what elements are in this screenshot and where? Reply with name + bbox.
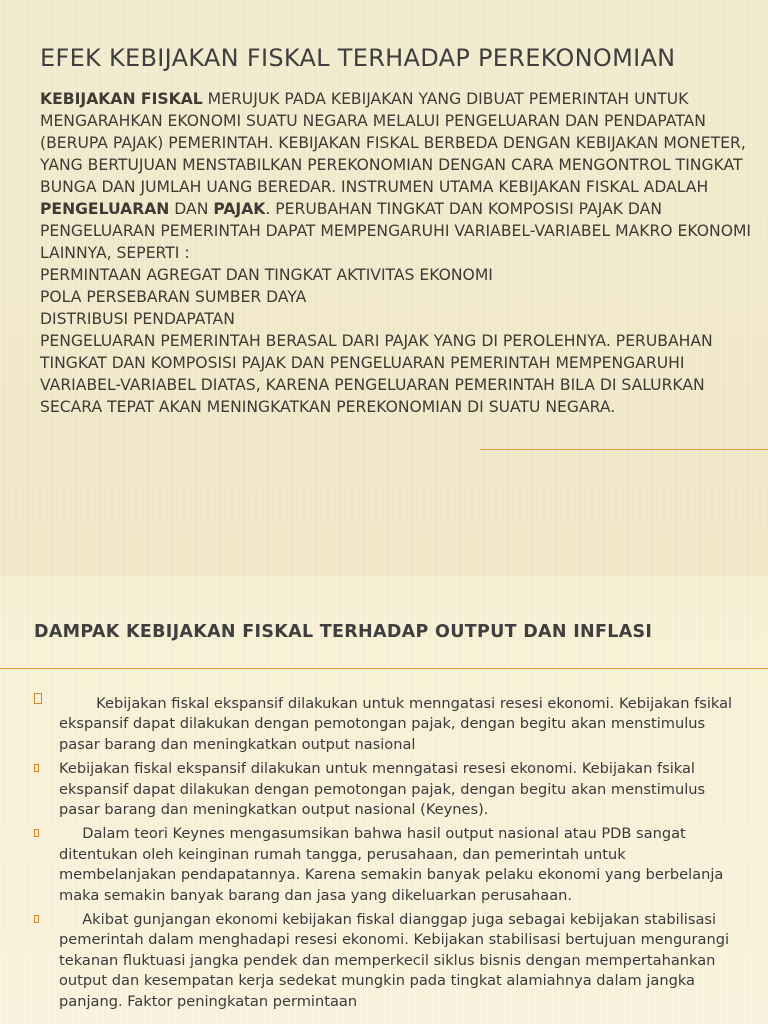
instrument-conjunction: DAN [169,200,214,218]
bullet-item [34,824,744,906]
bullet-icon [34,693,42,704]
intro-paragraph [40,88,755,264]
bullet-text: Kebijakan fiskal ekspansif dilakukan untuk menngatasi resesi ekonomi. Kebijakan fsikal ekspansif dapat dilakukan dengan pemotongan pajak, dengan begitu akan menstimulus pasar barang dan meningkatkan output nasional [59,695,737,753]
bullet-item [34,759,744,820]
bullet-text: Kebijakan fiskal ekspansif dilakukan untuk menngatasi resesi ekonomi. Kebijakan fsikal ekspansif dapat dilakukan dengan pemotongan pajak, dengan begitu akan menstimulus pasar barang dan meningkatkan output nasional (Keynes). [59,760,706,819]
list-item: POLA PERSEBARAN SUMBER DAYA [40,288,307,306]
slide-2-body [34,694,744,1016]
bullet-icon [34,764,39,772]
instrument-tax: PAJAK [213,200,266,218]
list-item: PERMINTAAN AGREGAT DAN TINGKAT AKTIVITAS EKONOMI [40,266,493,284]
intro-term: KEBIJAKAN FISKAL [40,90,203,108]
bullet-item [34,910,744,1012]
bullet-text: Dalam teori Keynes mengasumsikan bahwa hasil output nasional atau PDB sangat ditentukan oleh keinginan rumah tangga, perusahaan, dan pemerintah untuk membelanjakan pendapatannya. Karena semakin banyak pelaku ekonomi yang berbelanja maka semakin banyak barang dan jasa yang dikeluarkan perusahaan. [59,825,729,904]
bullet-text: Akibat gunjangan ekonomi kebijakan fiskal dianggap juga sebagai kebijakan stabilisasi pemerintah dalam menghadapi resesi ekonomi. Kebijakan stabilisasi bertujuan mengurangi tekanan fluktuasi jangka pendek dan memperkecil siklus bisnis dengan mempertahankan output dan kesempatan kerja sedekat mungkin pada tingkat alamiahnya dalam jangka panjang. Faktor peningkatan permintaan [59,911,734,1010]
slide-1-title: EFEK KEBIJAKAN FISKAL TERHADAP PEREKONOMIAN [40,44,676,72]
intro-text: MERUJUK PADA KEBIJAKAN YANG DIBUAT PEMERINTAH UNTUK MENGARAHKAN EKONOMI SUATU NEGARA MELALUI PENGELUARAN DAN PENDAPATAN (BERUPA PAJAK) PEMERINTAH. KEBIJAKAN FISKAL BERBEDA DENGAN KEBIJAKAN MONETER, YANG BERTUJUAN MENSTABILKAN PEREKONOMIAN DENGAN CARA MENGONTROL TINGKAT BUNGA DAN JUMLAH UANG BEREDAR. INSTRUMEN UTAMA KEBIJAKAN FISKAL ADALAH [40,90,746,196]
list-item: PENGELUARAN PEMERINTAH BERASAL DARI PAJAK YANG DI PEROLEHNYA. PERUBAHAN TINGKAT DAN KOMPOSISI PAJAK DAN PENGELUARAN PEMERINTAH MEMPENGARUHI VARIABEL-VARIABEL DIATAS, KARENA PENGELUARAN PEMERINTAH BILA DI SALURKAN SECARA TEPAT AKAN MENINGKATKAN PEREKONOMIAN DI SUATU NEGARA. [40,332,713,416]
accent-divider [480,449,768,450]
bullet-icon [34,829,39,837]
intro-continuation: . PERUBAHAN TINGKAT DAN KOMPOSISI PAJAK DAN PENGELUARAN PEMERINTAH DAPAT MEMPENGARUHI VARIABEL-VARIABEL MAKRO EKONOMI LAINNYA, SEPERTI : [40,200,752,262]
list-item: DISTRIBUSI PENDAPATAN [40,310,235,328]
slide-1-body [40,88,755,418]
bullet-icon [34,915,39,923]
slide-2-title: DAMPAK KEBIJAKAN FISKAL TERHADAP OUTPUT DAN INFLASI [34,622,653,642]
slide-2 [0,576,768,1024]
bullet-item [34,694,744,755]
instrument-spending: PENGELUARAN [40,200,170,218]
accent-divider [0,668,768,669]
